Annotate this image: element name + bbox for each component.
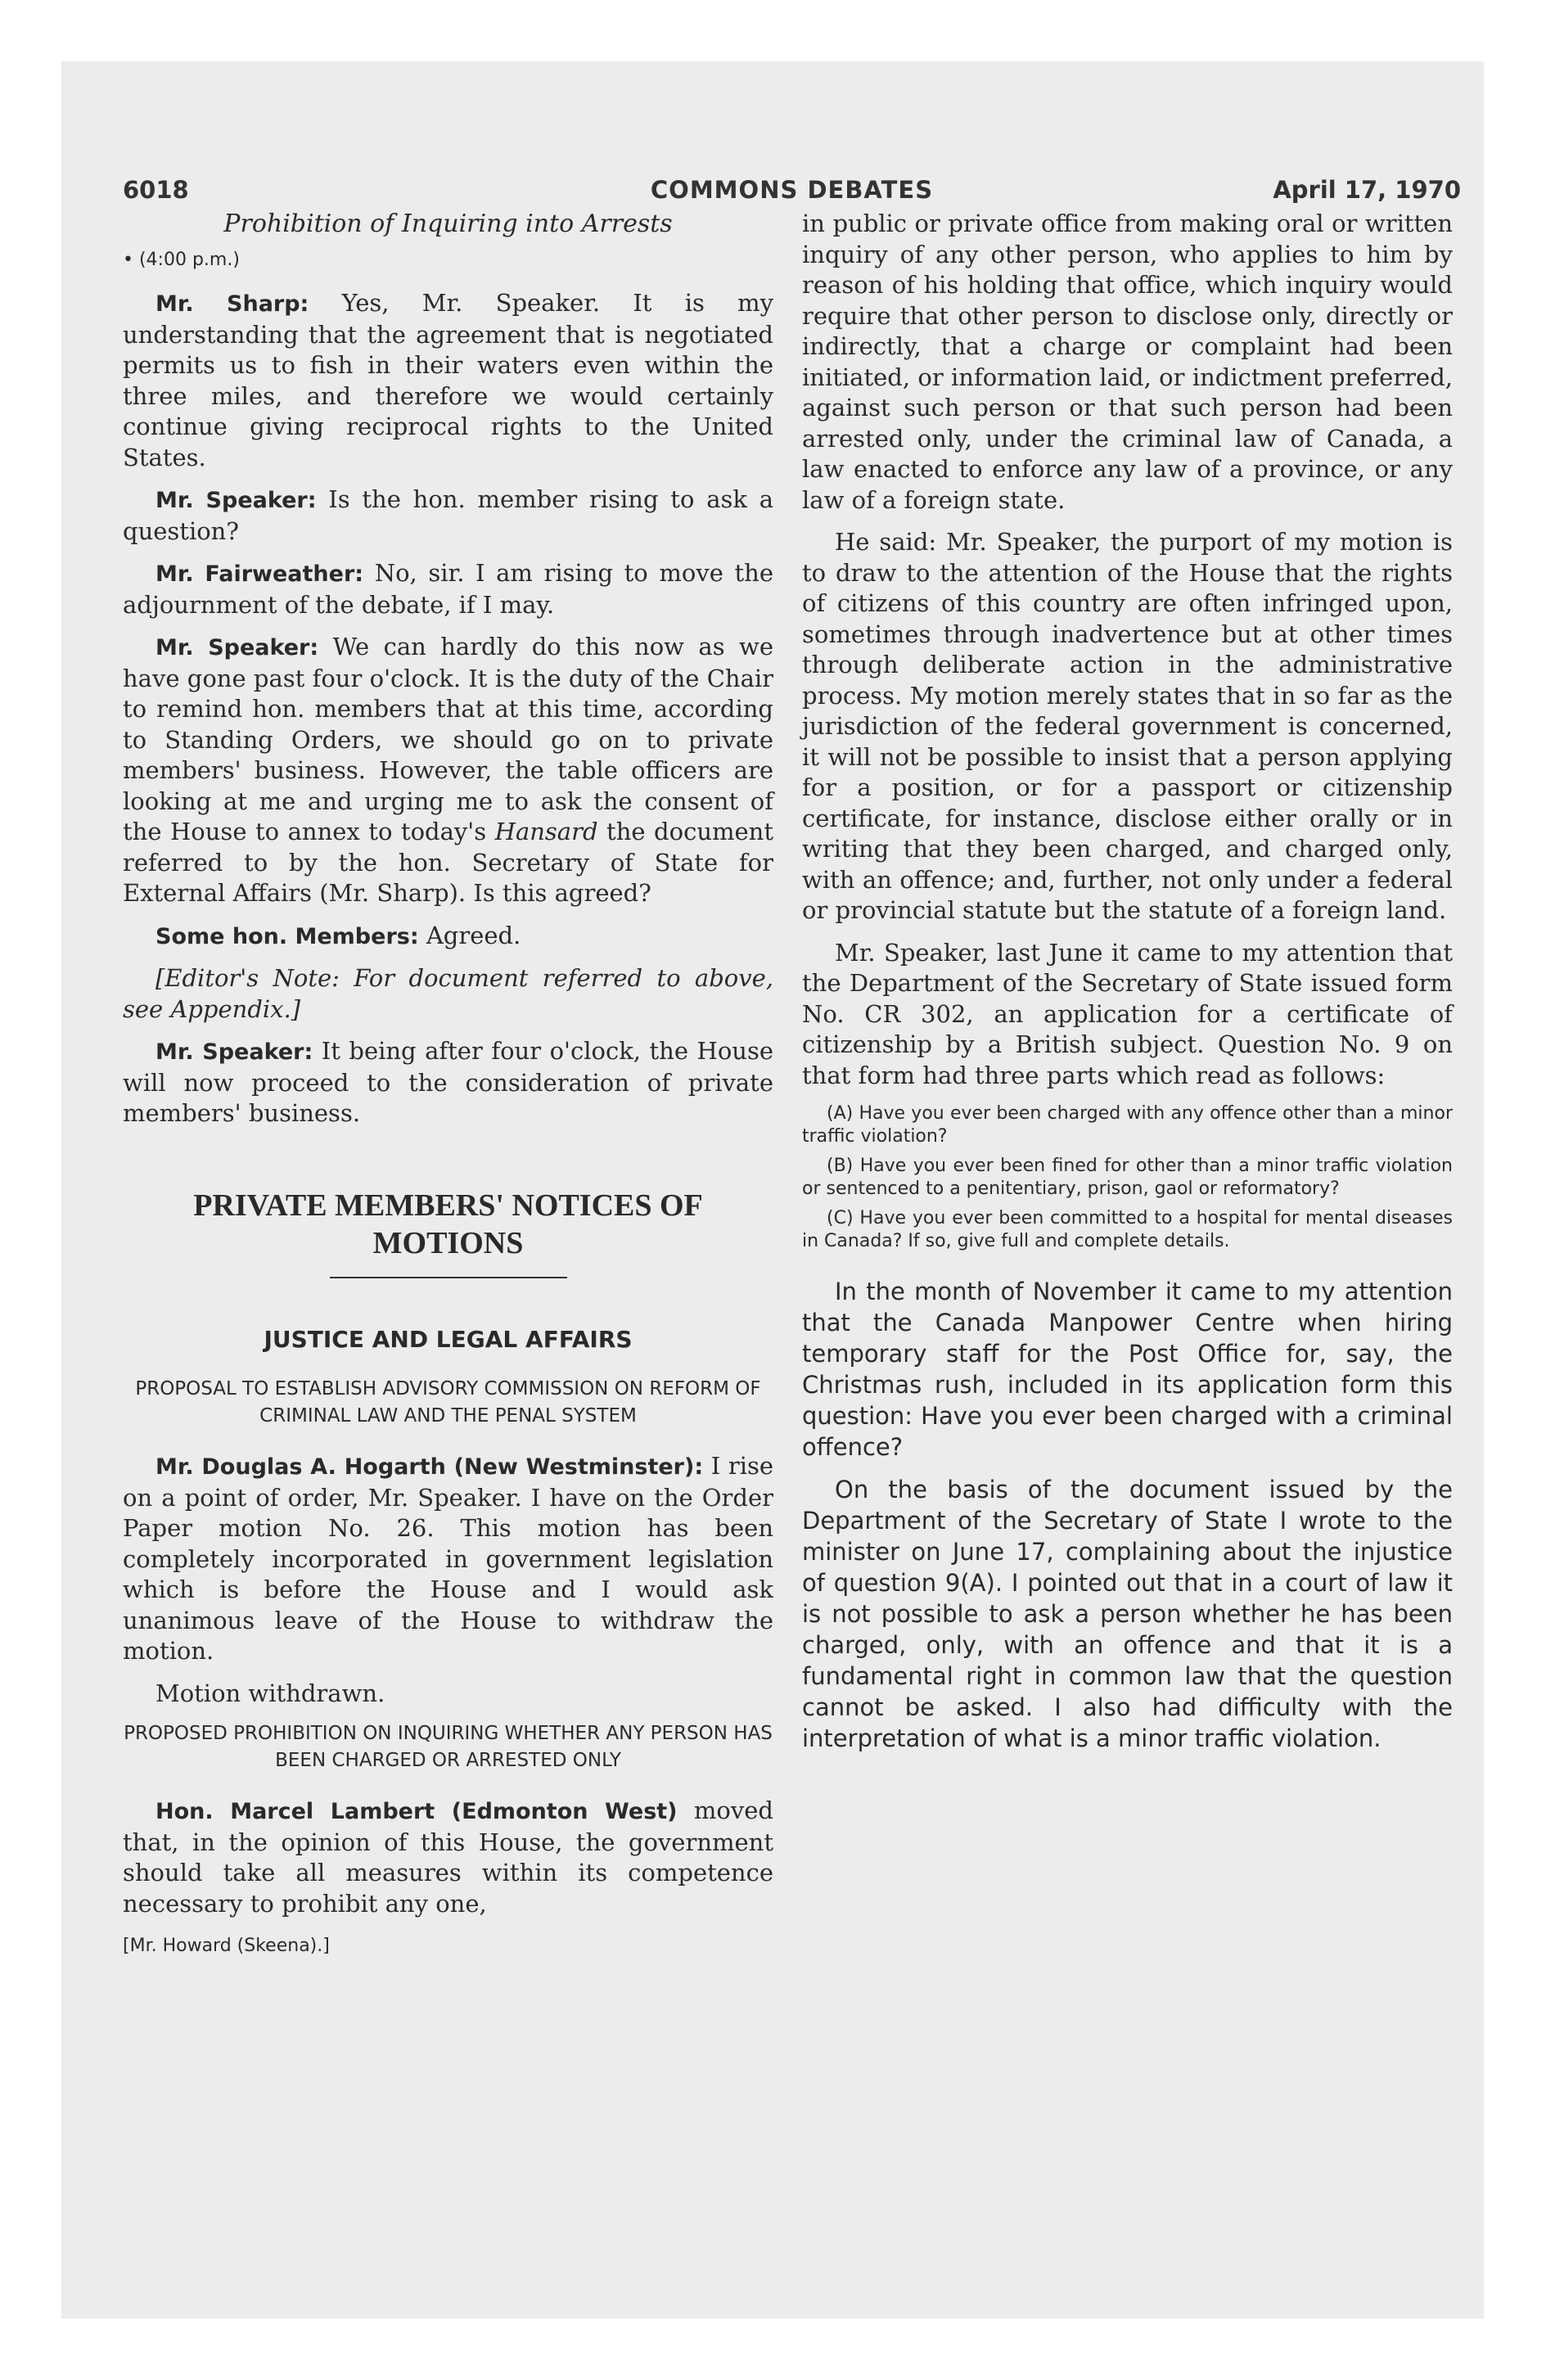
left-column xyxy=(123,209,773,1962)
speech-text: It being after four o'clock, the House will now proceed to the consideration of private members' business. xyxy=(123,1037,774,1127)
right-column xyxy=(802,209,1453,1765)
speech-text: We can hardly do this now as we have gone past four o'clock. It is the duty of the Chair to remind hon. members that at this time, according to Standing Orders, we should go on to private members' business. However, the table officers are looking at me and urging me to ask the consent of the House to annex to today's xyxy=(123,633,773,845)
speech-text: moved that, in the opinion of this House, the government should take all measures within its competence necessary to prohibit any one, xyxy=(123,1796,773,1918)
speech-text: I rise on a point of order, Mr. Speaker. I have on the Order Paper motion No. 26. This motion has been completely incorporated in government legislation which is before the House and I would ask unanimous leave of the House to withdraw the motion. xyxy=(123,1452,774,1665)
speaker-name: Hon. Marcel Lambert (Edmonton West) xyxy=(156,1799,678,1824)
paragraph-speaker-1 xyxy=(123,485,773,547)
speech-text: Agreed. xyxy=(418,921,521,949)
speaker-name: Mr. Speaker: xyxy=(156,1039,313,1065)
publication-date: April 17, 1970 xyxy=(1273,176,1461,204)
proposal-heading: PROPOSAL TO ESTABLISH ADVISORY COMMISSION ON REFORM OF CRIMINAL LAW AND THE PENAL SYSTEM xyxy=(135,1378,761,1427)
paragraph-purport: He said: Mr. Speaker, the purport of my motion is to draw to the attention of the House that the rights of citizens of this country are often infringed upon, sometimes through inadvertence but at other times through deliberate action in the administrative process. My motion merely states that in so far as the jurisdiction of the federal government is concerned, it will not be possible to insist that a person applying for a position, or for a passport or citizenship certificate, for instance, disclose either orally or in writing that they been charged, and charged only, with an offence; and, further, not only under a federal or provincial statute but the statute of a foreign land. xyxy=(802,528,1453,924)
hansard-title: Hansard xyxy=(494,818,598,845)
speech-text: Yes, Mr. Speaker. It is my understanding that the agreement that is negotiated permits us to fish in their waters even within the three miles, and therefore we would certainly continue giving reciprocal rights to the United States. xyxy=(123,289,773,471)
timestamp: • (4:00 p.m.) xyxy=(123,249,240,270)
editor-note: [Editor's Note: For document referred to above, see Appendix.] xyxy=(123,964,773,1023)
motion-withdrawn: Motion withdrawn. xyxy=(156,1679,385,1707)
speaker-name: Mr. Speaker: xyxy=(156,635,319,660)
question-b: (B) Have you ever been fined for other than a minor traffic violation or sentenced to a penitentiary, prison, gaol or reformatory? xyxy=(802,1156,1453,1199)
paragraph-members xyxy=(123,921,773,953)
question-a: (A) Have you ever been charged with any offence other than a minor traffic violation? xyxy=(802,1103,1453,1147)
speech-text: No, sir. I am rising to move the adjournment of the debate, if I may. xyxy=(123,559,774,619)
speech-text: the document referred to by the hon. Secretary of State for External Affairs (Mr. Sharp). Is this agreed? xyxy=(123,818,773,907)
paragraph-letter: On the basis of the document issued by the Department of the Secretary of State I wrote to the minister on June 17, complaining about the injustice of question 9(A). I pointed out that in a court of law it is not possible to ask a person whether he has been charged, only, with an offence and that it is a fundamental right in common law that the question cannot be asked. I also had difficulty with the interpretation of what is a minor traffic violation. xyxy=(802,1476,1453,1752)
speaker-name: Mr. Speaker: xyxy=(156,488,317,513)
speech-text: Is the hon. member rising to ask a question? xyxy=(123,485,774,545)
paragraph-form: Mr. Speaker, last June it came to my attention that the Department of the Secretary of State issued form No. CR 302, an application for a certificate of citizenship by a British subject. Question No. 9 on that form had three parts which read as follows: xyxy=(802,938,1453,1089)
speaker-name: Mr. Fairweather: xyxy=(156,561,364,587)
page-number: 6018 xyxy=(123,176,189,204)
footnote: [Mr. Howard (Skeena).] xyxy=(123,1936,330,1956)
proposed-heading: PROPOSED PROHIBITION ON INQUIRING WHETHER ANY PERSON HAS BEEN CHARGED OR ARRESTED ONLY xyxy=(124,1723,773,1771)
paragraph-speaker-3 xyxy=(123,1036,773,1129)
paragraph-fairweather xyxy=(123,558,773,620)
speaker-name: Some hon. Members: xyxy=(156,923,419,949)
page-header xyxy=(123,176,1461,212)
paragraph-speaker-2 xyxy=(123,632,773,909)
question-c: (C) Have you ever been committed to a hospital for mental diseases in Canada? If so, give full and complete details. xyxy=(802,1208,1453,1251)
paragraph-hogarth xyxy=(123,1451,773,1667)
speaker-name: Mr. Douglas A. Hogarth (New Westminster): xyxy=(156,1454,704,1480)
running-head: Prohibition of Inquiring into Arrests xyxy=(223,210,673,238)
motion-continuation: in public or private office from making oral or written inquiry of any other person, who applies to him by reason of his holding that office, which inquiry would require that other person to disclose only, directly or indirectly, that a charge or complaint had been initiated, or information laid, or indictment preferred, against such person or that such person had been arrested only, under the criminal law of Canada, a law enacted to enforce any law of a province, or any law of a foreign state. xyxy=(802,210,1453,514)
paragraph-sharp xyxy=(123,288,773,473)
publication-title: COMMONS DEBATES xyxy=(650,176,934,204)
speaker-name: Mr. Sharp: xyxy=(156,291,309,317)
section-title: PRIVATE MEMBERS' NOTICES OF MOTIONS xyxy=(193,1188,703,1260)
section-divider xyxy=(330,1277,567,1278)
paragraph-manpower: In the month of November it came to my attention that the Canada Manpower Centre when hiring temporary staff for the Post Office for, say, the Christmas rush, included in its application form this question: Have you ever been charged with a criminal offence? xyxy=(802,1278,1453,1461)
paragraph-lambert xyxy=(123,1796,773,1919)
subsection-title: JUSTICE AND LEGAL AFFAIRS xyxy=(264,1325,633,1353)
